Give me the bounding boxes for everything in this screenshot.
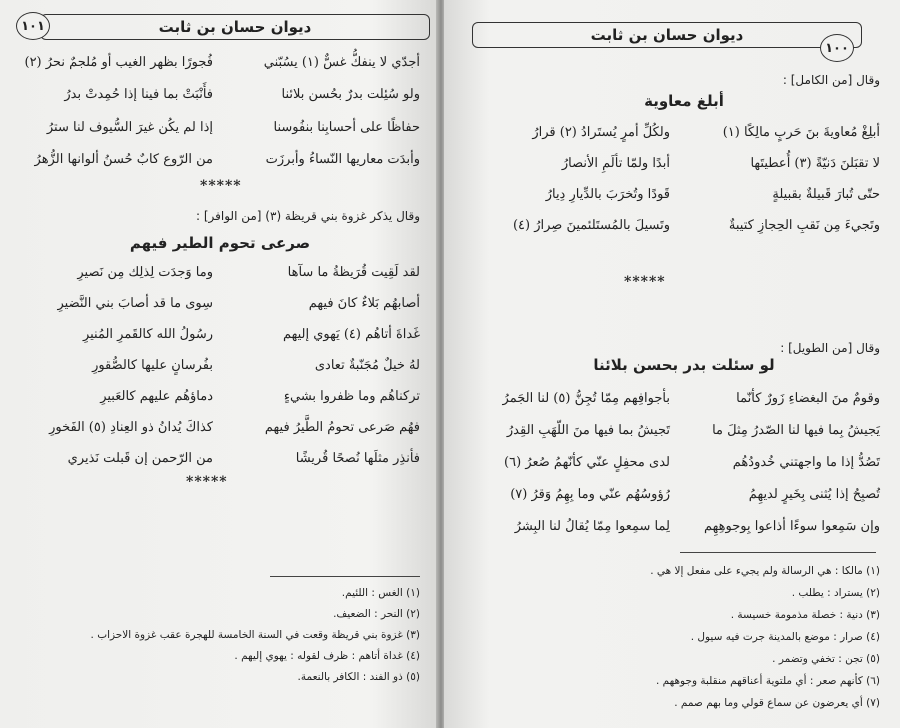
right-page bbox=[444, 0, 900, 728]
footnote: (٣) دنية : خصلة مذمومة خسيسة . bbox=[730, 609, 880, 621]
verse-hemistich-left: لِما سمِعوا مِمّا يُقالُ لنا البِشرُ bbox=[514, 519, 670, 534]
verse-hemistich-right: وتَجيءَ مِن نَقبِ الحِجازِ كتيبةٌ bbox=[728, 218, 880, 233]
poem-intro: وقال [من الطويل] : bbox=[780, 341, 880, 355]
left-page-number: ١٠١ bbox=[16, 12, 50, 40]
verse-hemistich-left: من الرّوع كابٌ حُسنُ ألوانها الزُّهرُ bbox=[34, 152, 213, 167]
verse-hemistich-left: أبدًا ولمّا تألَمِ الأنصارُ bbox=[561, 156, 670, 171]
verse-hemistich-left: بفُرسانٍ عليها كالصُّقورِ bbox=[92, 358, 213, 373]
verse-hemistich-left: فُجورًا بظهر الغيب أو مُلجمٌ نحرُ (٢) bbox=[24, 55, 213, 70]
verse-hemistich-left: إذا لم يكُن غيرَ السُّيوف لنا سترُ bbox=[46, 120, 213, 135]
verse-hemistich-right: يَجيشُ بِما فيها لنا الصّدرُ مِثلَ ما bbox=[712, 423, 880, 438]
verse-hemistich-right: أجدّي لا ينفكُّ غسٌّ (١) يسُبّني bbox=[263, 55, 420, 70]
footnote-rule bbox=[680, 552, 876, 553]
verse-hemistich-right: فأنذِر مثلَها نُصحًا قُريشًا bbox=[295, 451, 420, 466]
footnote: (٢) النحر : الضعيف. bbox=[333, 608, 420, 620]
footnote: (٣) غزوة بني قريظة وقعت في السنة الخامسة للهجرة عقب غزوة الاحزاب . bbox=[90, 629, 420, 641]
poem-heading: أبلغ معاوية bbox=[644, 92, 724, 110]
verse-hemistich-left: وما وَجدَت لِذلِك مِن نَصيرِ bbox=[77, 265, 213, 280]
section-separator-stars: ***** bbox=[624, 274, 666, 290]
verse-hemistich-right: وقومٌ منَ البغضاءِ زَورٌ كأنّما bbox=[736, 391, 880, 406]
verse-hemistich-left: دماؤهُم عليهم كالعَبيرِ bbox=[100, 389, 213, 404]
verse-hemistich-left: كذاكَ يُدانُ ذو العِنادِ (٥) الفَخورِ bbox=[49, 420, 213, 435]
section-separator-stars: ***** bbox=[186, 474, 228, 490]
verse-hemistich-left: قَودًا وتُخرَبَ بالدِّيارِ دِيارُ bbox=[545, 187, 670, 202]
verse-hemistich-right: تُصبِحُ إذا يُثنى بِخَيرٍ لديهِمُ bbox=[748, 487, 880, 502]
verse-hemistich-right: لا تقبَلنَ دَنيّةً (٣) أُعطيتَها bbox=[750, 156, 880, 171]
verse-hemistich-left: رُؤوسُهُم عنّي وما بِهِمُ وَقرُ (٧) bbox=[510, 487, 670, 502]
verse-hemistich-left: تَجيشُ بما فيها منَ اللّهَبِ القِدرُ bbox=[506, 423, 670, 438]
footnote: (٧) أي يعرضون عن سماع قولي وما بهم صمم . bbox=[674, 697, 880, 709]
poem-intro: وقال يذكر غزوة بني قريظة (٣) [من الوافر] : bbox=[196, 209, 420, 223]
verse-hemistich-right: حفاظًا على أحسابِنا بنفُوسنا bbox=[273, 120, 420, 135]
verse-hemistich-right: أبلِغْ مُعاويةَ بنَ حَربٍ مالِكًا (١) bbox=[722, 125, 880, 140]
right-page-number: ١٠٠ bbox=[820, 34, 854, 62]
verse-hemistich-right: وأبدَت معاريها النّساءُ وأبرزَت bbox=[265, 152, 420, 167]
section-separator-stars: ***** bbox=[200, 178, 242, 194]
verse-hemistich-left: ولكُلِّ أمرٍ يُستَرادُ (٢) قرارُ bbox=[532, 125, 670, 140]
verse-hemistich-right: لقد لَقِيت قُرَيظةُ ما سآها bbox=[287, 265, 420, 280]
right-page-header-title: ديوان حسان بن ثابت bbox=[590, 26, 744, 44]
verse-hemistich-left: فأَنْبَتْ بما فينا إذا حُمِدتْ بدرُ bbox=[64, 87, 213, 102]
footnote: (٦) كأنهم صعر : أي ملتوية أعناقهم منقلبة وجوههم . bbox=[656, 675, 880, 687]
verse-hemistich-right: فهُم صَرعى تحومُ الطَّيرُ فيهم bbox=[264, 420, 420, 435]
poem-heading: صرعى تحوم الطير فيهم bbox=[129, 234, 311, 252]
footnote: (٥) تجن : تخفي وتضمر . bbox=[772, 653, 880, 665]
verse-hemistich-right: لهُ خيلٌ مُجَنّبةٌ تعادى bbox=[314, 358, 420, 373]
footnote: (١) الغس : اللئيم. bbox=[341, 587, 420, 599]
poem-intro: وقال [من الكامل] : bbox=[782, 73, 880, 87]
verse-hemistich-left: سِوى ما قد أصابَ بني النَّضيرِ bbox=[57, 296, 213, 311]
right-page-header bbox=[472, 22, 862, 48]
left-page-header-title: ديوان حسان بن ثابت bbox=[158, 18, 312, 36]
verse-hemistich-left: رسُولُ الله كالقَمرِ المُنيرِ bbox=[82, 327, 213, 342]
verse-hemistich-right: تَصُدُّ إذا ما واجهتني خُدودُهُم bbox=[732, 455, 880, 470]
footnote: (٤) صرار : موضع بالمدينة جرت فيه سيول . bbox=[690, 631, 880, 643]
left-page-header bbox=[40, 14, 430, 40]
verse-hemistich-right: تركناهُم وما ظفروا بشيءٍ bbox=[283, 389, 420, 404]
verse-hemistich-left: من الرّحمن إن قَبلت نَذيري bbox=[67, 451, 213, 466]
footnote: (٢) يستراد : يطلب . bbox=[791, 587, 880, 599]
verse-hemistich-left: بأجوافِهم مِمّا تُجِنُّ (٥) لنا الجَمرُ bbox=[502, 391, 670, 406]
footnote: (٤) غداة أتاهم : ظرف لقوله : يهوي إليهم . bbox=[234, 650, 420, 662]
footnote: (١) مالكا : هي الرسالة ولم يجيء على مفعل إلا هي . bbox=[650, 565, 880, 577]
verse-hemistich-left: لدى محفِلٍ عنّي كأنّهمُ صُعرُ (٦) bbox=[504, 455, 670, 470]
footnote-rule bbox=[270, 576, 420, 577]
poem-heading: لو سئلت بدر بحسن بلائنا bbox=[593, 356, 775, 374]
left-page bbox=[0, 0, 438, 728]
verse-hemistich-right: ولو سُئِلت بدرٌ بحُسن بلائنا bbox=[281, 87, 420, 102]
verse-hemistich-right: أصابهُم بَلاءٌ كانَ فيهم bbox=[308, 296, 420, 311]
verse-hemistich-right: وإن سَمِعوا سوءًا أذاعوا بِوجوهِهِم bbox=[704, 519, 880, 534]
verse-hemistich-left: وتَسيلَ بالمُستَلئمينَ صِرارُ (٤) bbox=[512, 218, 670, 233]
footnote: (٥) ذو الفند : الكافر بالنعمة. bbox=[297, 671, 420, 683]
verse-hemistich-right: غَداةَ أتاهُم (٤) يَهوي إليهم bbox=[282, 327, 420, 342]
verse-hemistich-right: حتّى تُبارَ قَبيلةٌ بقبيلةٍ bbox=[772, 187, 880, 202]
